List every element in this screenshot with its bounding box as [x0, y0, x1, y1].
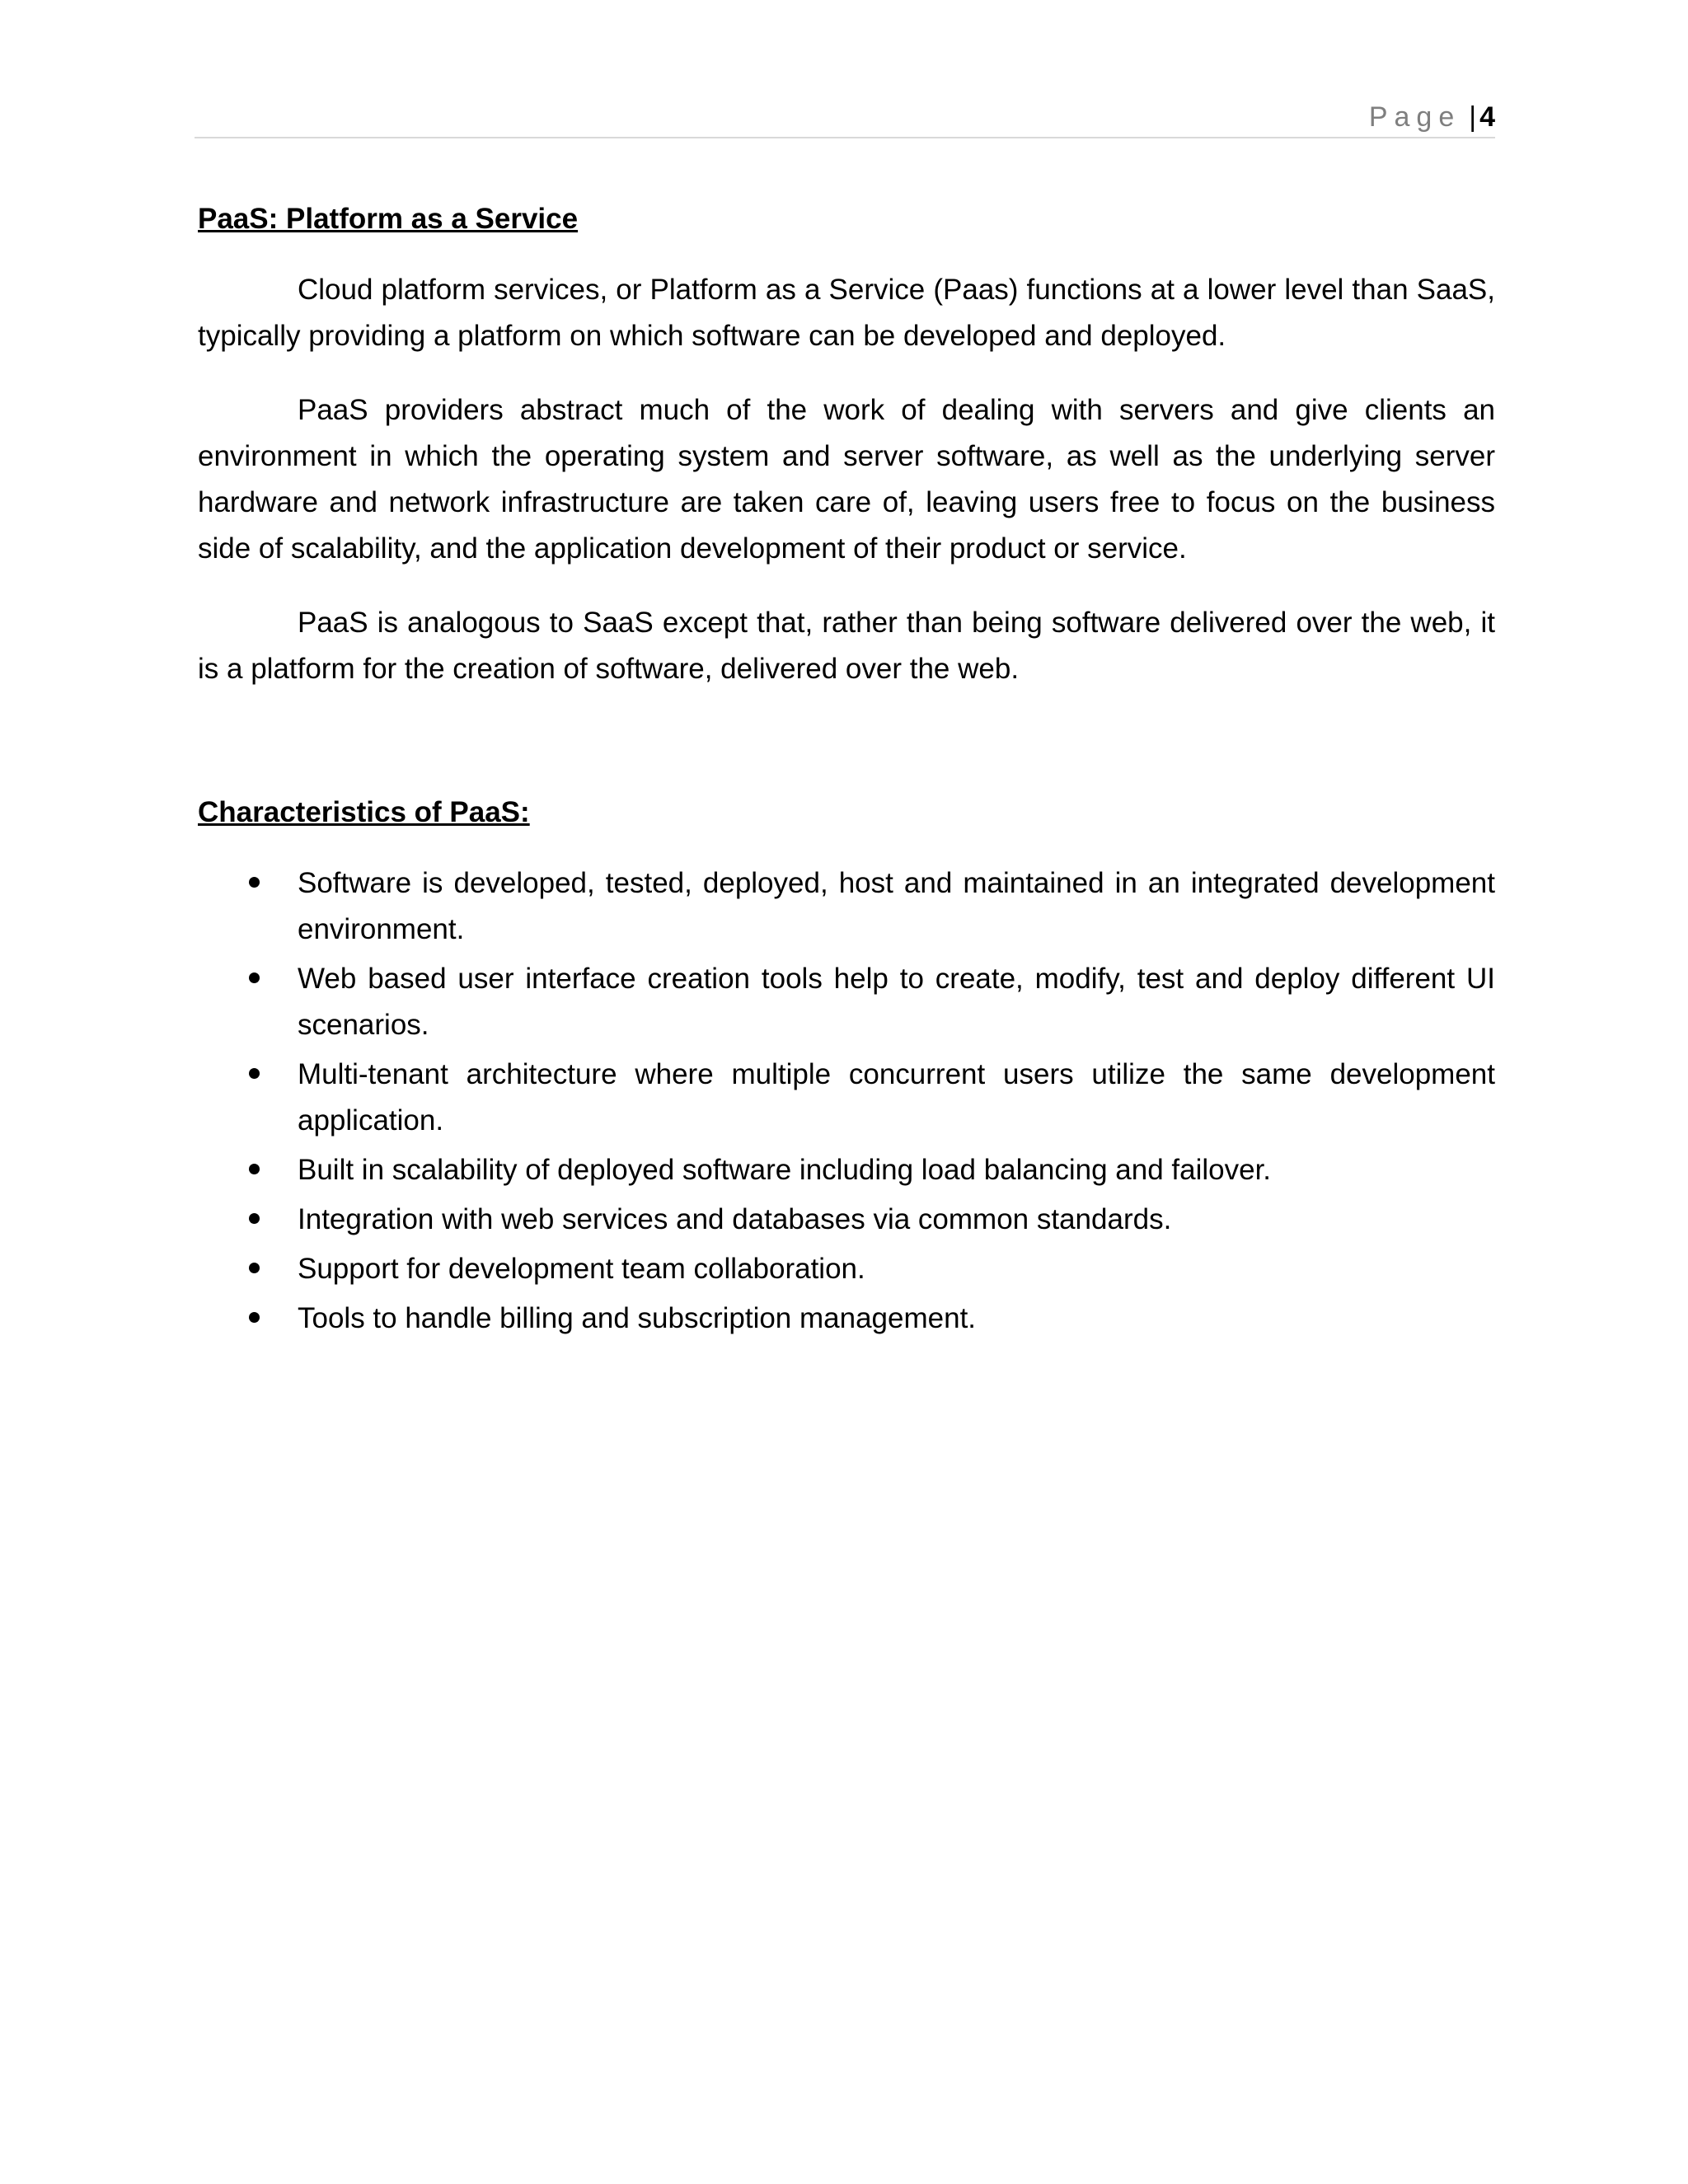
list-item: [198, 1246, 1495, 1292]
list-item: [198, 1197, 1495, 1243]
list-item: [198, 1147, 1495, 1193]
list-item: [198, 1296, 1495, 1342]
bullet-icon: [249, 877, 260, 888]
bullet-icon: [249, 1263, 260, 1273]
bullet-icon: [249, 1213, 260, 1224]
list-item-text: Support for development team collaboration.: [298, 1253, 865, 1285]
list-item-text: Integration with web services and databases via common standards.: [298, 1203, 1172, 1235]
bullet-icon: [249, 1312, 260, 1323]
bullet-icon: [249, 1068, 260, 1079]
list-item: [198, 1052, 1495, 1144]
page-label: Page: [1368, 101, 1461, 133]
characteristics-list: [198, 860, 1495, 1342]
list-item: [198, 956, 1495, 1048]
paragraph-paas-providers: PaaS providers abstract much of the work of dealing with servers and give clients an environment in which the operating system and server software, as well as the underlying server hardware and network infrastructure are taken care of, leaving users free to focus on the business side of scalability, and the application development of their product or service.: [198, 394, 1495, 565]
bullet-icon: [249, 1164, 260, 1174]
list-item-text: Tools to handle billing and subscription management.: [298, 1302, 977, 1334]
paragraph-paas-analogy: PaaS is analogous to SaaS except that, rather than being software delivered over the web, it is a platform for the creation of software, delivered over the web.: [198, 607, 1495, 685]
list-item-text: Software is developed, tested, deployed, host and maintained in an integrated development environment.: [298, 867, 1495, 945]
list-item-text: Multi-tenant architecture where multiple concurrent users utilize the same development application.: [298, 1058, 1495, 1137]
section-heading-paas: PaaS: Platform as a Service: [198, 203, 579, 235]
page-header: [195, 97, 1495, 138]
list-item-text: Web based user interface creation tools help to create, modify, test and deploy different UI scenarios.: [298, 963, 1495, 1041]
paragraph-paas-intro: Cloud platform services, or Platform as a Service (Paas) functions at a lower level than SaaS, typically providing a platform on which software can be developed and deployed.: [198, 274, 1495, 352]
list-item-text: Built in scalability of deployed software including load balancing and failover.: [298, 1154, 1272, 1186]
page-separator: |: [1469, 101, 1477, 133]
section-heading-characteristics: Characteristics of PaaS:: [198, 796, 530, 828]
page-number: 4: [1479, 101, 1495, 133]
page-content: [198, 196, 1495, 1345]
list-item: [198, 860, 1495, 953]
bullet-icon: [249, 972, 260, 983]
